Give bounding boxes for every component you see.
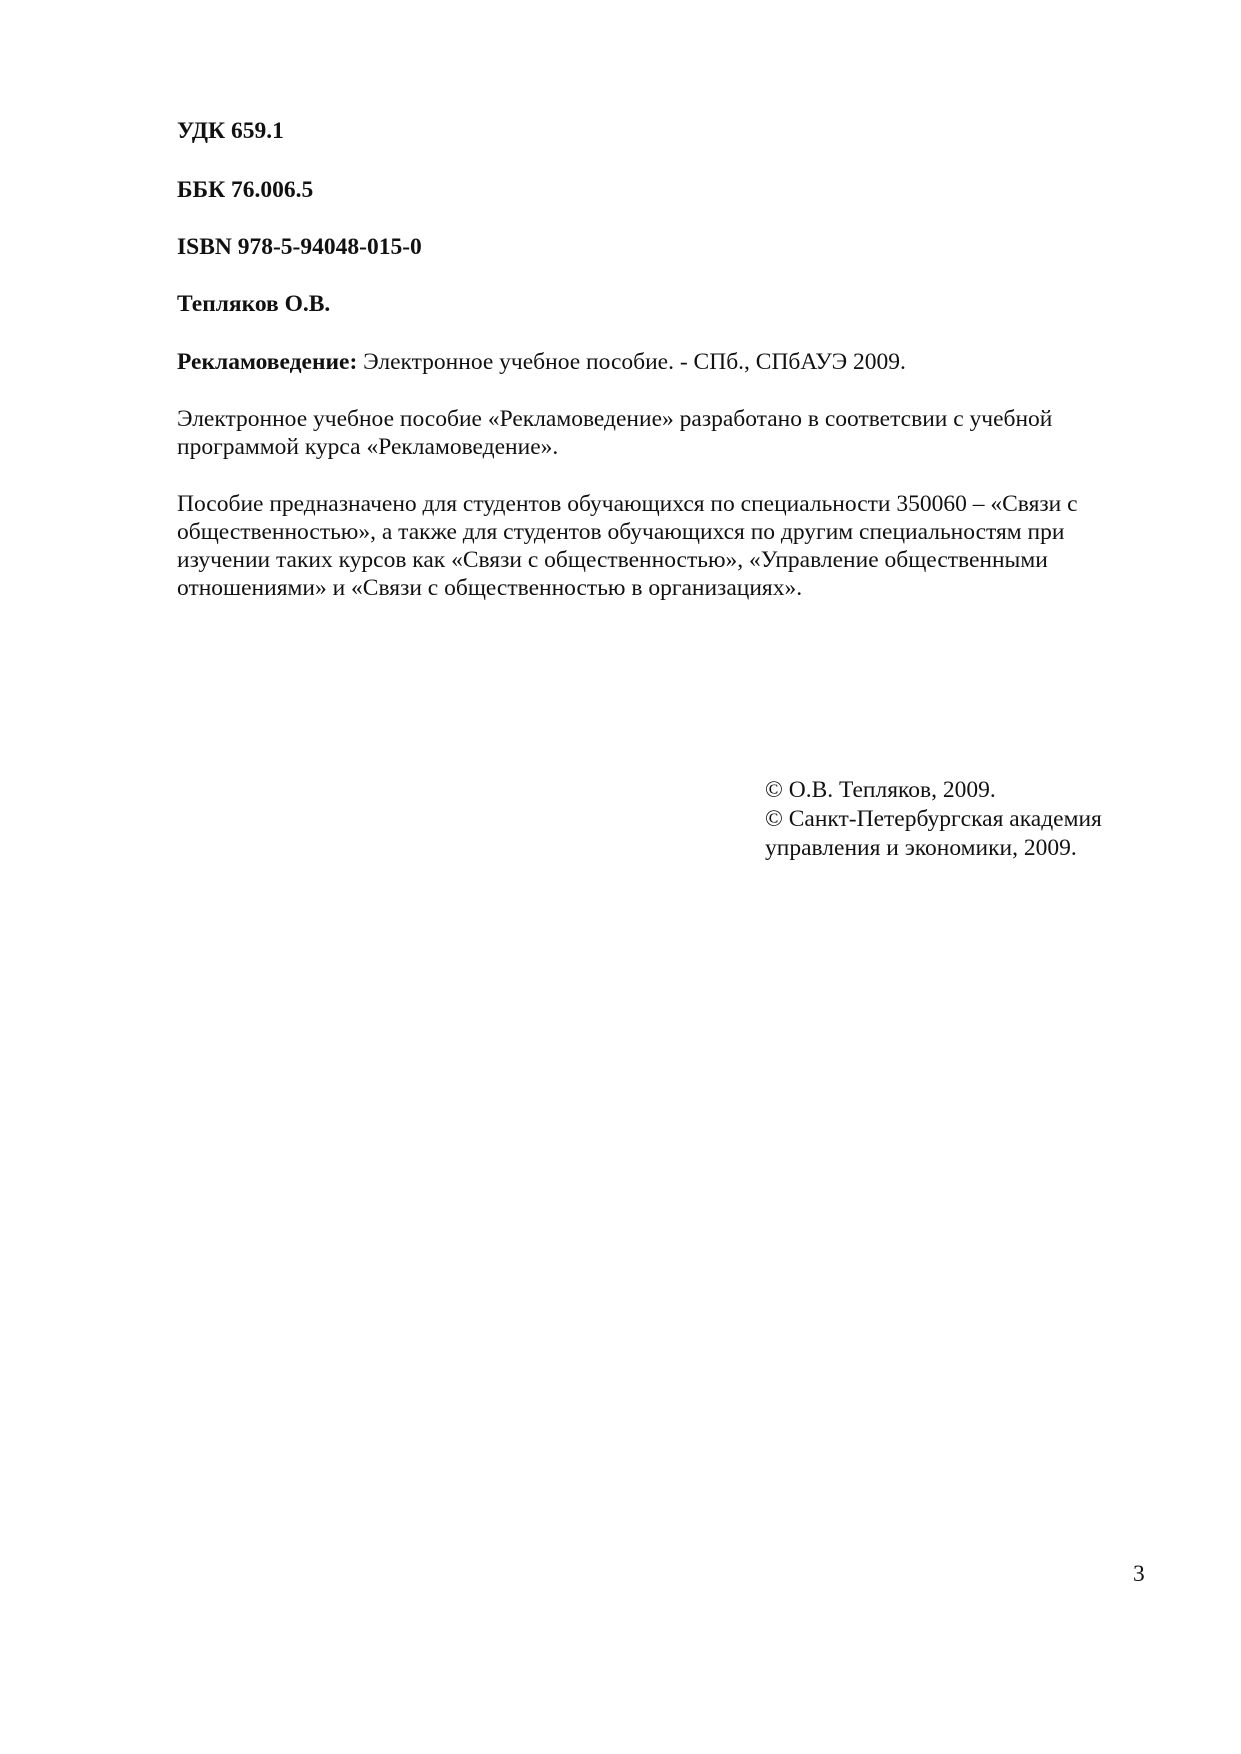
isbn: ISBN 978-5-94048-015-0 [177,234,422,260]
description-line: Электронное учебное пособие «Рекламоведение» разработано в соответсвии с учебной [177,406,1053,432]
copyright-block [765,776,1102,863]
description-paragraph [177,405,1157,461]
purpose-paragraph [177,490,1157,602]
copyright-line: управления и экономики, 2009. [765,835,1077,861]
author: Тепляков О.В. [177,291,331,317]
copyright-line: © О.В. Тепляков, 2009. [765,777,996,803]
udk-code: УДК 659.1 [177,118,284,144]
purpose-line: Пособие предназначено для студентов обучающихся по специальности 350060 – «Связи с [177,491,1078,517]
bbk-code: ББК 76.006.5 [177,177,314,203]
description-line: программой курса «Рекламоведение». [177,434,559,460]
purpose-line: отношениями» и «Связи с общественностью в организациях». [177,575,803,601]
citation [177,348,906,376]
citation-title: Рекламоведение: [177,349,358,375]
citation-details: Электронное учебное пособие. - СПб., СПбАУЭ 2009. [357,349,906,375]
purpose-line: общественностью», а также для студентов обучающихся по другим специальностям при [177,519,1065,545]
page-number: 3 [1133,1561,1145,1587]
copyright-line: © Санкт-Петербургская академия [765,806,1102,832]
purpose-line: изучении таких курсов как «Связи с общественностью», «Управление общественными [177,547,1048,573]
